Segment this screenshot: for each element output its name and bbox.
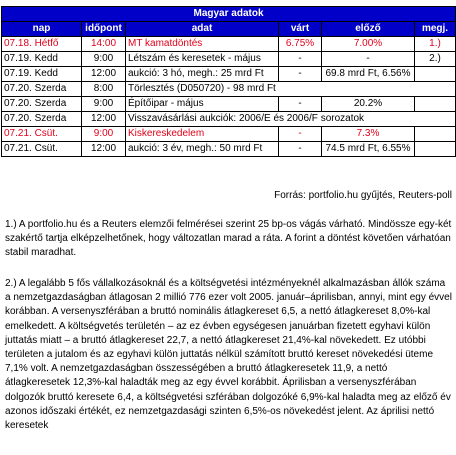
cell-megj: 1.) (415, 37, 456, 52)
cell-idopont: 12:00 (82, 67, 126, 82)
cell-adat: aukció: 3 hó, megh.: 25 mrd Ft (126, 67, 279, 82)
cell-adat: Létszám és keresetek - május (126, 52, 279, 67)
cell-vart: - (279, 67, 322, 82)
source-note: Forrás: portfolio.hu gyűjtés, Reuters-poll (274, 190, 452, 201)
cell-vart: 6.75% (279, 37, 322, 52)
col-header-vart: várt (279, 22, 322, 37)
col-header-elozo: előző (322, 22, 415, 37)
cell-elozo: 74.5 mrd Ft, 6.55% (322, 142, 415, 157)
cell-megj: 2.) (415, 52, 456, 67)
cell-idopont: 9:00 (82, 127, 126, 142)
cell-elozo: - (322, 52, 415, 67)
cell-nap: 07.19. Kedd (2, 67, 82, 82)
cell-idopont: 14:00 (82, 37, 126, 52)
table-row (2, 37, 456, 52)
cell-nap: 07.21. Csüt. (2, 127, 82, 142)
table-row (2, 52, 456, 67)
cell-adat: MT kamatdöntés (126, 37, 279, 52)
cell-vart: - (279, 127, 322, 142)
cell-megj (415, 127, 456, 142)
cell-nap: 07.18. Hétfő (2, 37, 82, 52)
cell-vart: - (279, 97, 322, 112)
table-row (2, 142, 456, 157)
note-1: 1.) A portfolio.hu és a Reuters elemzői felmérései szerint 25 bp-os vágás várható. Mindössze egy-két szakértő tartja elképzelhetőnek, hogy változatlan marad a ráta. A forint a döntést követően várhatóan stabil maradhat. (5, 219, 452, 259)
col-header-megj: megj. (415, 22, 456, 37)
table-row (2, 82, 456, 97)
cell-nap: 07.20. Szerda (2, 112, 82, 127)
table-row (2, 67, 456, 82)
col-header-nap: nap (2, 22, 82, 37)
cell-idopont: 12:00 (82, 112, 126, 127)
col-header-idopont: időpont (82, 22, 126, 37)
cell-adat: Építőipar - május (126, 97, 279, 112)
cell-nap: 07.19. Kedd (2, 52, 82, 67)
hungarian-data-table (1, 6, 456, 157)
cell-adat: Törlesztés (D050720) - 98 mrd Ft (126, 82, 456, 97)
table-row (2, 97, 456, 112)
cell-adat: Kiskereskedelem (126, 127, 279, 142)
cell-idopont: 9:00 (82, 52, 126, 67)
cell-vart: - (279, 142, 322, 157)
cell-megj (415, 97, 456, 112)
cell-adat: aukció: 3 év, megh.: 50 mrd Ft (126, 142, 279, 157)
cell-nap: 07.21. Csüt. (2, 142, 82, 157)
col-header-adat: adat (126, 22, 279, 37)
table-row (2, 127, 456, 142)
cell-nap: 07.20. Szerda (2, 97, 82, 112)
cell-megj (415, 67, 456, 82)
cell-idopont: 8:00 (82, 82, 126, 97)
cell-elozo: 69.8 mrd Ft, 6.56% (322, 67, 415, 82)
cell-elozo: 7.00% (322, 37, 415, 52)
table-title: Magyar adatok (2, 7, 456, 22)
cell-vart: - (279, 52, 322, 67)
note-2: 2.) A legalább 5 fős vállalkozásoknál és a költségvetési intézményeknél alkalmazásban állók száma a nemzetgazdaságban átlagosan 2 millió 776 ezer volt 2005. január–áprilisban, annyi, mint egy évvel korábban. A versenyszférában a bruttó nominális átlagkereset 6,5, a nettó átlagkereset 8,0%-kal emelkedett. A költségvetés területén – az ez évben egységesen januárban fizetett egyhavi külön juttatás miatt – a bruttó átlagkereset 22,7, a nettó átlagkereset 21,4%-kal növekedett. Ez utóbbi területen a jutalom és az egyhavi külön juttatás nélkül számított bruttó kereset növekedési üteme 7,1% volt. A nemzetgazdaságban összességében a bruttó átlagkeresetek 11,9, a nettó átlagkeresetek 12,3%-kal haladták meg az egy évvel korábbit. Áprilisban a versenyszférában dolgozók bruttó keresete 6,4, a költségvetési szférában dolgozóké 6,9%-kal haladta meg az előző év azonos időszaki értékét, ez nemzetgazdasági szinten 6,5%-os növekedést jelent. Az áprilisi nettó keresetek (5, 278, 452, 432)
cell-nap: 07.20. Szerda (2, 82, 82, 97)
cell-elozo: 20.2% (322, 97, 415, 112)
cell-adat: Visszavásárlási aukciók: 2006/E és 2006/F sorozatok (126, 112, 456, 127)
header-row (2, 22, 456, 37)
cell-idopont: 9:00 (82, 97, 126, 112)
cell-elozo: 7.3% (322, 127, 415, 142)
table-row (2, 112, 456, 127)
table-body (2, 37, 456, 157)
cell-megj (415, 142, 456, 157)
cell-idopont: 12:00 (82, 142, 126, 157)
